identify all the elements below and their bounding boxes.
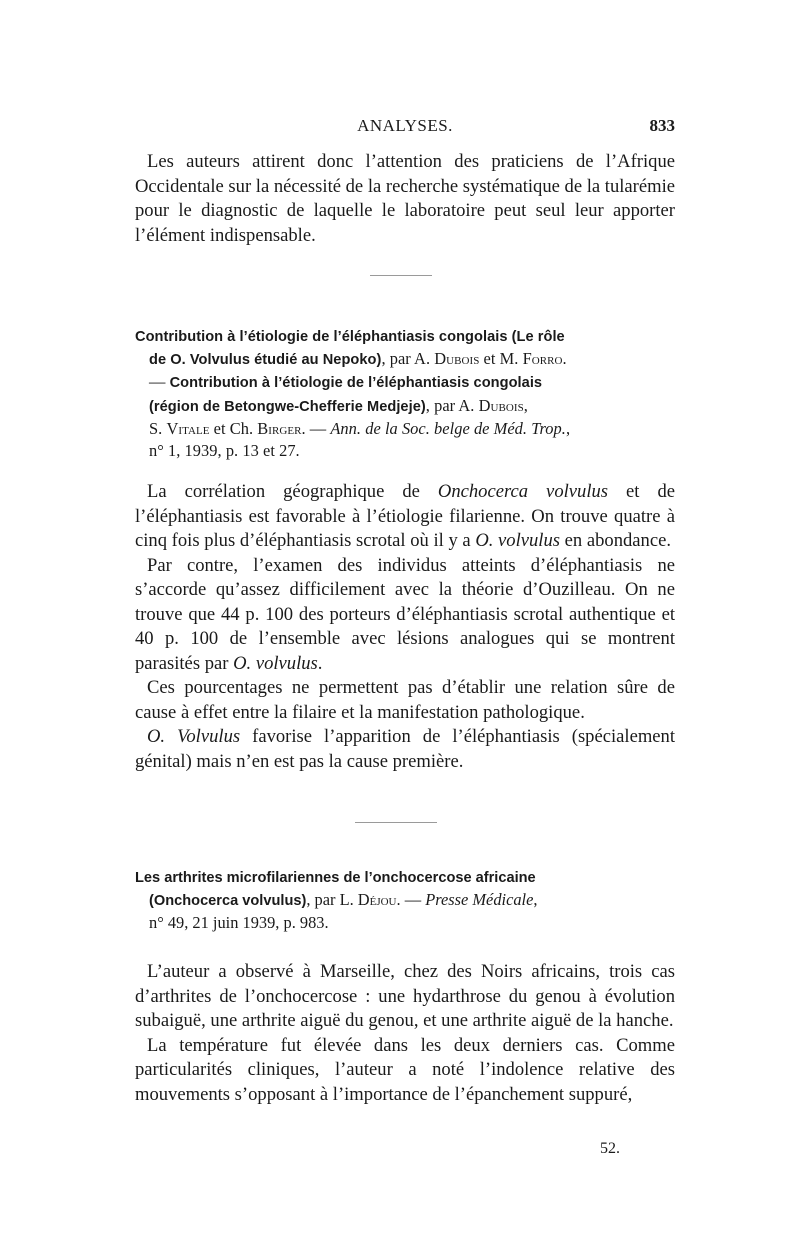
article-1-body (135, 480, 675, 774)
body-paragraph: La température fut élevée dans les deux derniers cas. Comme particularités cliniques, l’auteur a noté l’indolence relative des mouvements s’opposant à l’importance de l’épanchement suppuré, (135, 1034, 675, 1105)
author-name: Déjou (357, 890, 397, 910)
intro-section (135, 150, 675, 248)
intro-paragraph: Les auteurs attirent donc l’attention des praticiens de l’Afrique Occidentale sur la nécessité de la recherche systématique de la tularémie pour le diagnostic de laquelle le laboratoire peut seul leur apporter l’élément indispensable. (135, 151, 675, 246)
article-1-title-b-cont: (région de Betongwe-Chefferie Medjeje) (149, 398, 426, 415)
article-1-title-b: Contribution à l’étiologie de l’éléphantiasis congolais (169, 375, 543, 392)
journal-name: Presse Médicale (425, 890, 534, 910)
body-paragraph: Ces pourcentages ne permettent pas d’établir une relation sûre de cause à effet entre la filaire et la manifestation pathologique. (135, 677, 675, 723)
section-divider (370, 275, 432, 276)
article-2-citation: Les arthrites microfilariennes de l’onchocercose africaine (Onchocerca volvulus), par L. Déjou. — Presse Médicale, n° 49, 21 juin 1939, p. 983. (135, 866, 675, 935)
section-divider (355, 822, 437, 823)
author-name: Birger (257, 418, 302, 438)
article-1-title-a-cont: de O. Volvulus étudié au Nepoko) (149, 352, 382, 369)
page-header (135, 116, 675, 140)
body-paragraph: O. Volvulus favorise l’apparition de l’éléphantiasis (spécialement génital) mais n’en est pas la cause première. (135, 726, 676, 772)
article-2-reference: n° 49, 21 juin 1939, p. 983. (149, 913, 329, 933)
running-title: ANALYSES. (357, 116, 453, 135)
article-2-title: Les arthrites microfilariennes de l’onchocercose africaine (135, 870, 536, 886)
article-2-body (135, 960, 675, 1107)
body-paragraph: L’auteur a observé à Marseille, chez des Noirs africains, trois cas d’arthrites de l’onchocercose : une hydarthrose du genou à évolution subaiguë, une arthrite aiguë du genou, et une arthrite aiguë de la hanche. (135, 961, 675, 1031)
article-2-title-cont: (Onchocerca volvulus) (149, 893, 307, 910)
article-1-reference: n° 1, 1939, p. 13 et 27. (149, 441, 300, 461)
page-number: 833 (649, 116, 675, 135)
author-name: Forro (522, 349, 563, 369)
article-1-title-a: Contribution à l’étiologie de l’éléphantiasis congolais (Le rôle (135, 329, 565, 345)
author-name: Vitale (166, 418, 210, 438)
body-paragraph: La corrélation géographique de Onchocerca volvulus et de l’éléphantiasis est favorable à l’étiologie filarienne. On trouve quatre à cinq fois plus d’éléphantiasis scrotal où il y a O. volvulus en abondance. (135, 481, 675, 551)
author-name: Dubois (434, 349, 480, 369)
author-name: Dubois (478, 395, 524, 415)
signature-mark: 52. (600, 1140, 620, 1157)
body-paragraph: Par contre, l’examen des individus atteints d’éléphantiasis ne s’accorde qu’assez difficilement avec la théorie d’Ouzilleau. On ne trouve que 44 p. 100 des porteurs d’éléphantiasis scrotal authentique et 40 p. 100 de l’ensemble avec lésions analogues qui se montrent parasités par O. volvulus. (135, 554, 675, 674)
journal-name: Ann. de la Soc. belge de Méd. Trop. (330, 418, 566, 438)
article-1-citation: Contribution à l’étiologie de l’éléphantiasis congolais (Le rôle de O. Volvulus étudié au Nepoko), par A. Dubois et M. Forro. — Contribution à l’étiologie de l’éléphantiasis congolais (région de Betongwe-Chefferie Medjeje), par A. Dubois, S. Vitale et Ch. Birger. — Ann. de la Soc. belge de Méd. Trop., n° 1, 1939, p. 13 et 27. (135, 325, 675, 462)
